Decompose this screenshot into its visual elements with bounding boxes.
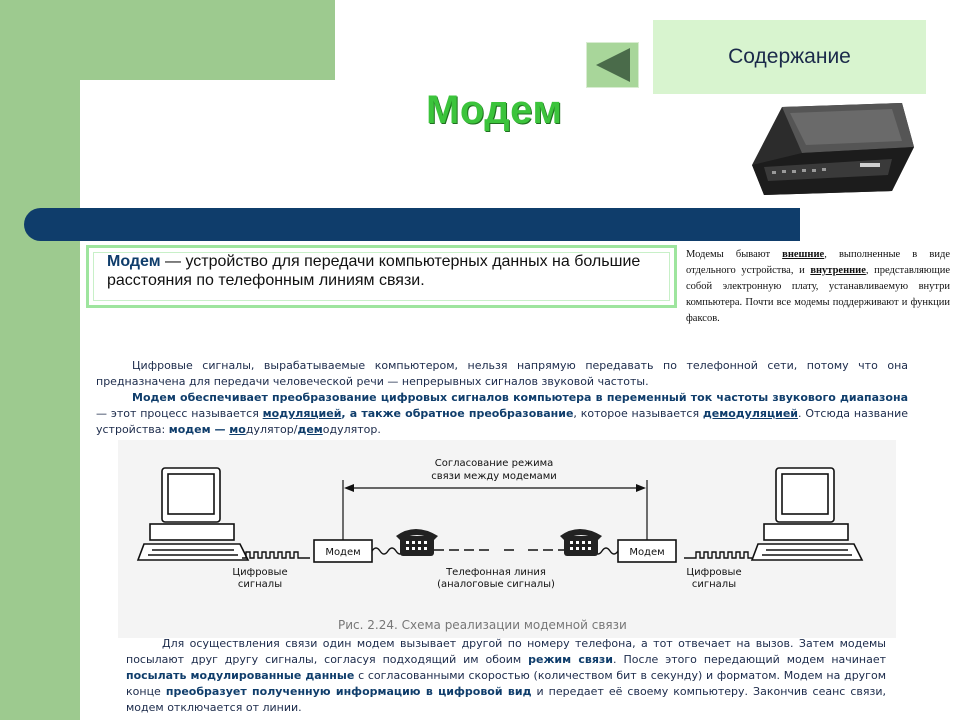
emphasis-convert: преобразует полученную информацию в цифровой вид xyxy=(165,685,532,698)
left-computer-icon xyxy=(138,468,248,560)
paragraph-text: — этот процесс называется xyxy=(96,407,263,420)
paragraph-text: Для осуществления связи один модем вызывает другой по номеру телефона, а тот отвечает на вызов. Затем модемы посылают друг другу сигналы, согласуя подходящий им обоим xyxy=(126,637,886,666)
keyword-demodulation: демодуляцией xyxy=(702,407,799,420)
right-modem-label: Модем xyxy=(629,547,665,558)
arrow-head-left-icon xyxy=(344,484,354,492)
emphasis-mode: режим связи xyxy=(528,653,614,666)
right-digital-signal-wave xyxy=(684,552,752,558)
keyword-modem: модем xyxy=(168,423,211,436)
arrow-head-right-icon xyxy=(636,484,646,492)
paragraph-text: , которое называется xyxy=(573,407,703,420)
page-title: Модем xyxy=(426,88,563,132)
emphasis-send: посылать модулированные данные xyxy=(126,669,355,682)
keyword-modulation: модуляцией xyxy=(262,407,342,420)
keyword-dem: дем xyxy=(297,423,323,436)
definition-body: — устройство для передачи компьютерных данных на большие расстояния по телефонным линиям связи. xyxy=(107,253,641,289)
keyword-mo: мо xyxy=(229,423,246,436)
negotiation-label-line-2: связи между модемами xyxy=(431,471,557,482)
header-bar xyxy=(24,208,800,241)
paragraph-text: и передает её своему компьютеру. Закончив сеанс связи, модем отключается от линии. xyxy=(126,685,886,714)
figure-caption: Рис. 2.24. Схема реализации модемной связи xyxy=(338,618,627,632)
definition-term: Модем xyxy=(107,253,161,270)
paragraph-text: . Отсюда название устройства: xyxy=(96,407,908,436)
back-button[interactable] xyxy=(586,42,639,88)
paragraph-digital-signals: Цифровые сигналы, вырабатываемые компьютером, нельзя напрямую передавать по телефонной сети, потому что она предназначена для передачи человеческой речи — непрерывных сигналов звуковой частоты. xyxy=(96,359,908,388)
paragraph-text: — xyxy=(210,423,230,436)
decor-green-left xyxy=(0,0,80,720)
contents-label: Содержание xyxy=(728,45,851,68)
paragraph-modulation xyxy=(96,390,908,438)
modem-connection-diagram xyxy=(118,440,896,638)
paragraph-text: дулятор/ xyxy=(245,423,298,436)
left-digital-label-1: Цифровые xyxy=(232,567,288,578)
modem-device-picture xyxy=(742,95,918,207)
paragraph-text: одулятор. xyxy=(322,423,381,436)
emphasis-text: Модем обеспечивает преобразование цифровых сигналов компьютера в переменный ток частоты звукового диапазона xyxy=(132,391,908,404)
note-text: , выполненные в виде отдельного устройства, и xyxy=(686,249,950,276)
contents-button[interactable] xyxy=(653,20,926,94)
right-computer-icon xyxy=(752,468,862,560)
keyword-internal: внутренние xyxy=(810,265,866,276)
keyword-external: внешние xyxy=(782,249,825,260)
paragraph-text: . После этого передающий модем начинает xyxy=(613,653,887,666)
right-digital-label-2: сигналы xyxy=(691,579,737,590)
negotiation-label-line-1: Согласование режима xyxy=(434,458,554,469)
paragraph-text: с согласованными скоростью (количеством бит в секунду) и форматом. Модем на другом конце xyxy=(126,669,886,698)
left-telephone-icon xyxy=(396,529,438,556)
note-text: , представляющие собой электронную плату, устанавливаемую внутри компьютера. Почти все модемы поддерживают и функции факсов. xyxy=(686,265,950,324)
left-modem-label: Модем xyxy=(325,547,361,558)
paragraph-connection xyxy=(126,636,886,716)
definition-box xyxy=(86,245,677,308)
left-digital-signal-wave xyxy=(242,552,310,558)
right-telephone-icon xyxy=(560,529,602,556)
note-text: Модемы бывают xyxy=(686,249,783,260)
phone-line-label-2: (аналоговые сигналы) xyxy=(437,579,555,590)
phone-line-label-1: Телефонная линия xyxy=(446,567,546,578)
definition-text xyxy=(107,252,672,290)
right-digital-label-1: Цифровые xyxy=(686,567,742,578)
left-digital-label-2: сигналы xyxy=(237,579,283,590)
left-triangle-icon xyxy=(596,48,630,82)
modem-types-note xyxy=(686,247,950,327)
emphasis-text: , а также обратное преобразование xyxy=(341,407,574,420)
